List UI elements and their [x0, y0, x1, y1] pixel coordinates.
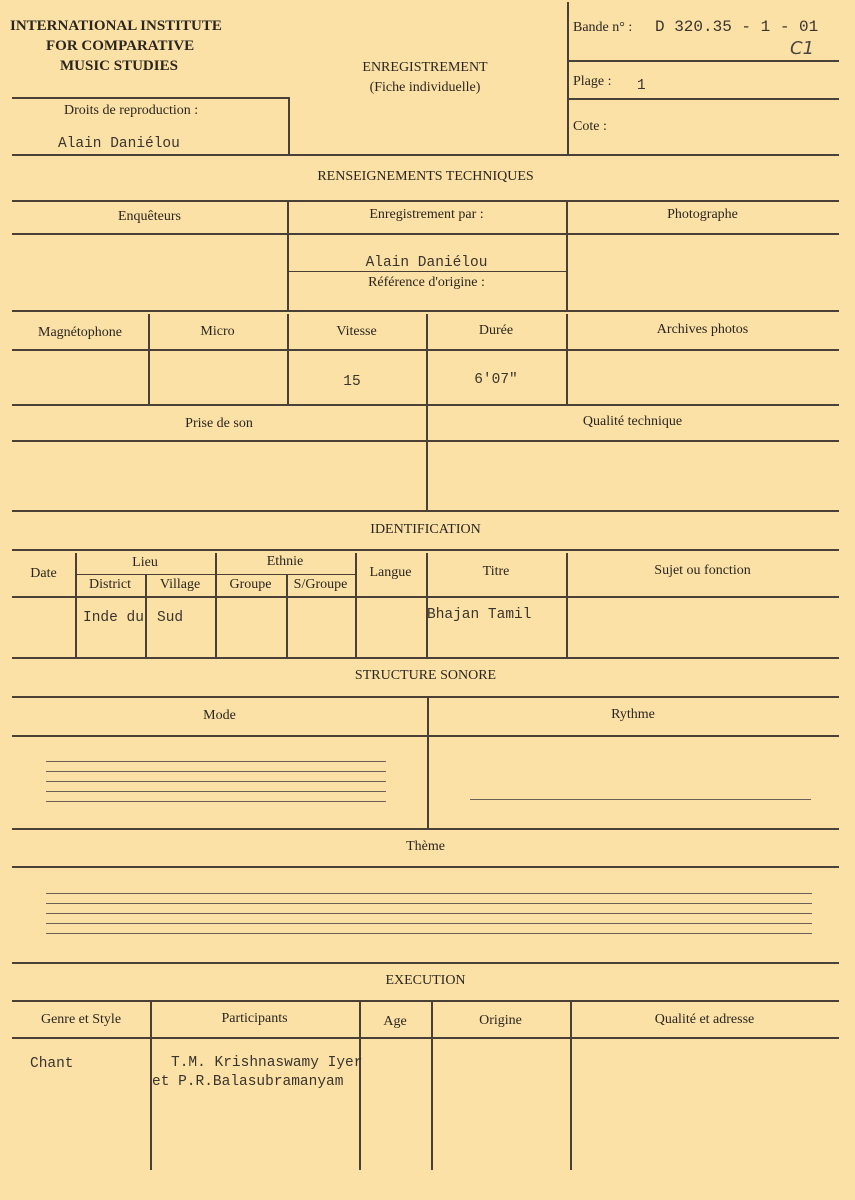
participants-label: Participants: [221, 1011, 288, 1026]
sujet-label: Sujet ou fonction: [654, 563, 751, 578]
institute-line-2: FOR COMPARATIVE: [46, 38, 195, 54]
theme-label: Thème: [406, 839, 445, 854]
mode-line-1: [46, 761, 386, 762]
titre-label: Titre: [482, 564, 510, 579]
mode-line-4: [46, 791, 386, 792]
rythme-label: Rythme: [611, 707, 655, 722]
district-label: District: [89, 577, 131, 592]
bande-label: Bande n° :: [573, 20, 633, 35]
theme-line-3: [46, 913, 812, 914]
micro-label: Micro: [200, 324, 235, 339]
ethnie-label: Ethnie: [266, 554, 304, 569]
lieu-value-district: Inde du: [83, 610, 144, 626]
mode-label: Mode: [203, 708, 236, 723]
groupe-label: Groupe: [229, 577, 272, 592]
photographe-label: Photographe: [667, 207, 738, 222]
theme-line-1: [46, 893, 812, 894]
genre-label: Genre et Style: [40, 1012, 122, 1027]
lieu-value-village: Sud: [157, 610, 184, 626]
participants-value-2: et P.R.Balasubramanyam: [152, 1074, 344, 1090]
form-title: ENREGISTREMENT: [362, 60, 488, 75]
participants-value-1: T.M. Krishnaswamy Iyer: [171, 1055, 363, 1071]
bande-note: C1: [790, 38, 815, 59]
droits-value: Alain Daniélou: [58, 136, 180, 152]
enqueteurs-label: Enquêteurs: [118, 209, 181, 224]
titre-value: Bhajan Tamil: [427, 607, 532, 623]
bande-value: D 320.35 - 1 - 01: [655, 18, 819, 36]
cote-label: Cote :: [573, 119, 607, 134]
enregistrement-par-label: Enregistrement par :: [369, 207, 484, 222]
structure-heading: STRUCTURE SONORE: [354, 668, 497, 683]
langue-label: Langue: [369, 565, 412, 580]
mode-line-2: [46, 771, 386, 772]
duree-value: 6'07": [474, 372, 518, 388]
theme-line-5: [46, 933, 812, 934]
date-label: Date: [30, 566, 57, 581]
plage-label: Plage :: [573, 74, 612, 89]
genre-value: Chant: [30, 1056, 74, 1072]
theme-line-4: [46, 923, 812, 924]
form-subtitle: (Fiche individuelle): [369, 80, 481, 95]
age-label: Age: [383, 1014, 407, 1029]
duree-label: Durée: [478, 323, 514, 338]
identification-heading: IDENTIFICATION: [370, 522, 481, 537]
archives-label: Archives photos: [656, 322, 749, 337]
village-label: Village: [159, 577, 201, 592]
institute-line-1: INTERNATIONAL INSTITUTE: [10, 18, 222, 34]
mode-line-3: [46, 781, 386, 782]
lieu-label: Lieu: [132, 555, 158, 570]
vitesse-value: 15: [343, 374, 361, 390]
theme-line-2: [46, 903, 812, 904]
sgroupe-label: S/Groupe: [293, 577, 348, 592]
droits-label: Droits de reproduction :: [64, 103, 199, 118]
magnetophone-label: Magnétophone: [38, 325, 122, 340]
enregistrement-value: Alain Daniélou: [365, 255, 488, 271]
prise-de-son-label: Prise de son: [185, 416, 253, 431]
rythme-line: [470, 799, 811, 800]
execution-heading: EXECUTION: [385, 973, 466, 988]
origine-label: Origine: [479, 1013, 522, 1028]
reference-label: Référence d'origine :: [368, 275, 485, 290]
qualite-technique-label: Qualité technique: [582, 414, 683, 429]
mode-line-5: [46, 801, 386, 802]
qualite-adresse-label: Qualité et adresse: [654, 1012, 755, 1027]
institute-line-3: MUSIC STUDIES: [60, 58, 178, 74]
tech-heading: RENSEIGNEMENTS TECHNIQUES: [317, 169, 534, 184]
vitesse-label: Vitesse: [336, 324, 377, 339]
plage-value: 1: [637, 78, 646, 94]
